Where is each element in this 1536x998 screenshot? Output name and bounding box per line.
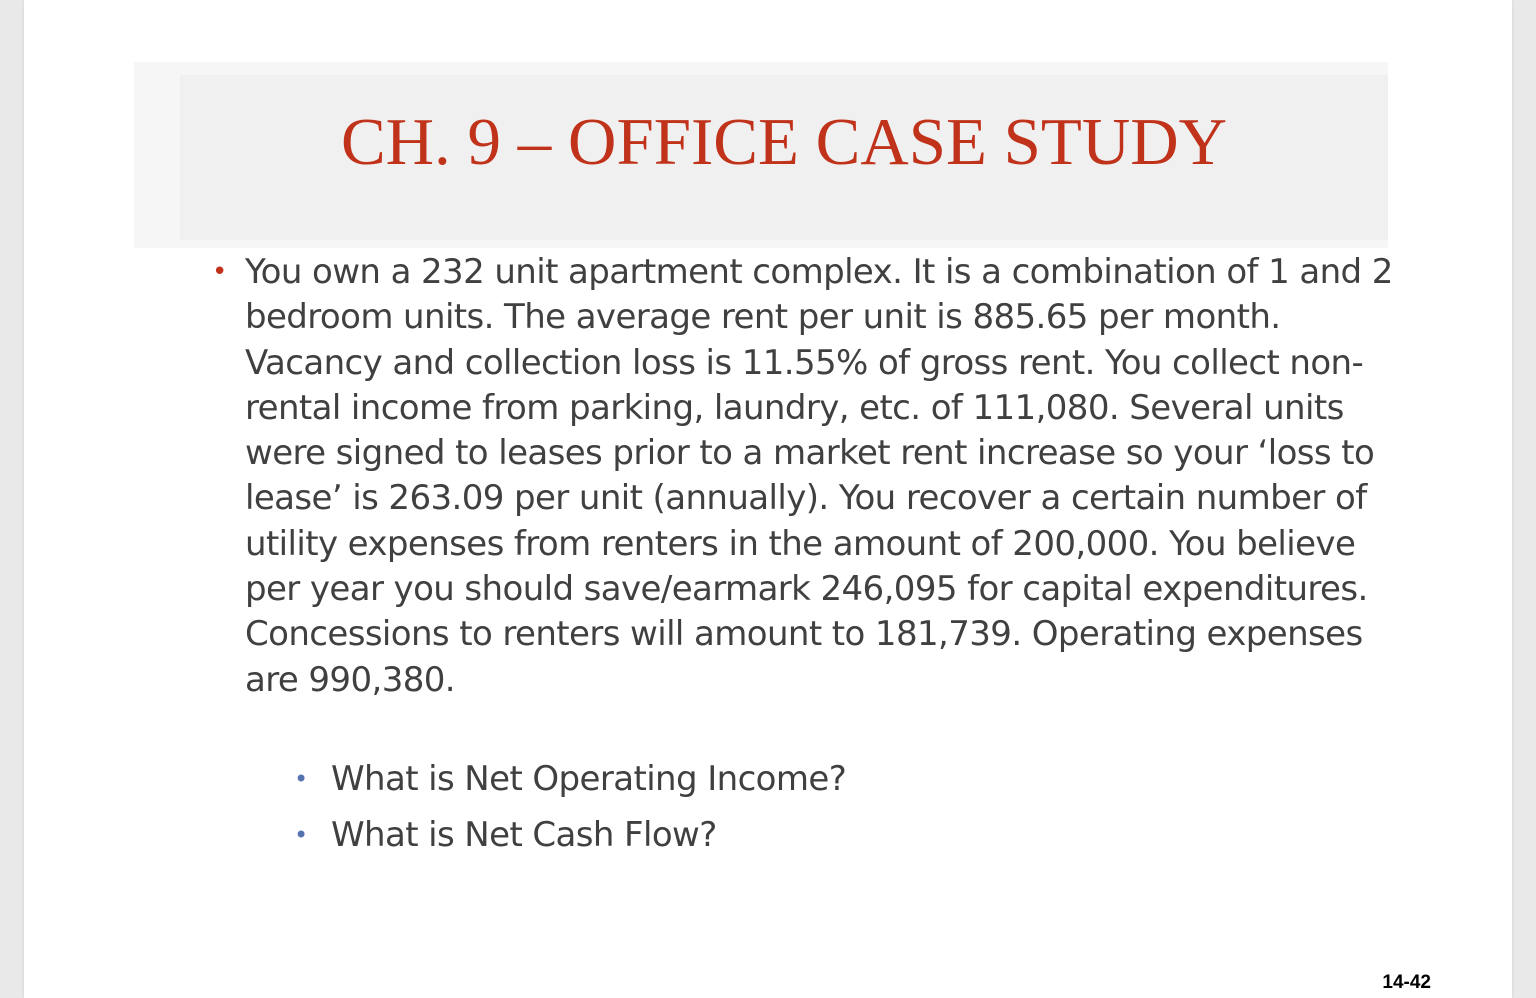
page-number: 14-42 — [1382, 972, 1431, 993]
sub-bullet-text: What is Net Operating Income? — [331, 759, 847, 799]
main-bullet-text: You own a 232 unit apartment complex. It is a combination of 1 and 2 bedroom units. The average rent per unit is 885.65 per month. Vacancy and collection loss is 11.55% of gross rent. You collect non-rental income from parking, laundry, etc. of 111,080. Several units were signed to leases prior to a market rent increase so your ‘loss to lease’ is 263.09 per unit (annually). You recover a certain number of utility expenses from renters in the amount of 200,000. You believe per year you should save/earmark 246,095 for capital expenditures. Concessions to renters will amount to 181,739. Operating expenses are 990,380. — [245, 252, 1393, 700]
sub-bullet-icon: • — [294, 765, 308, 793]
slide-page — [24, 0, 1512, 998]
sub-bullet-icon: • — [294, 821, 308, 849]
sub-bullet-text: What is Net Cash Flow? — [331, 815, 717, 855]
slide-title: CH. 9 – OFFICE CASE STUDY — [340, 105, 1228, 179]
main-bullet-icon: • — [212, 257, 228, 287]
